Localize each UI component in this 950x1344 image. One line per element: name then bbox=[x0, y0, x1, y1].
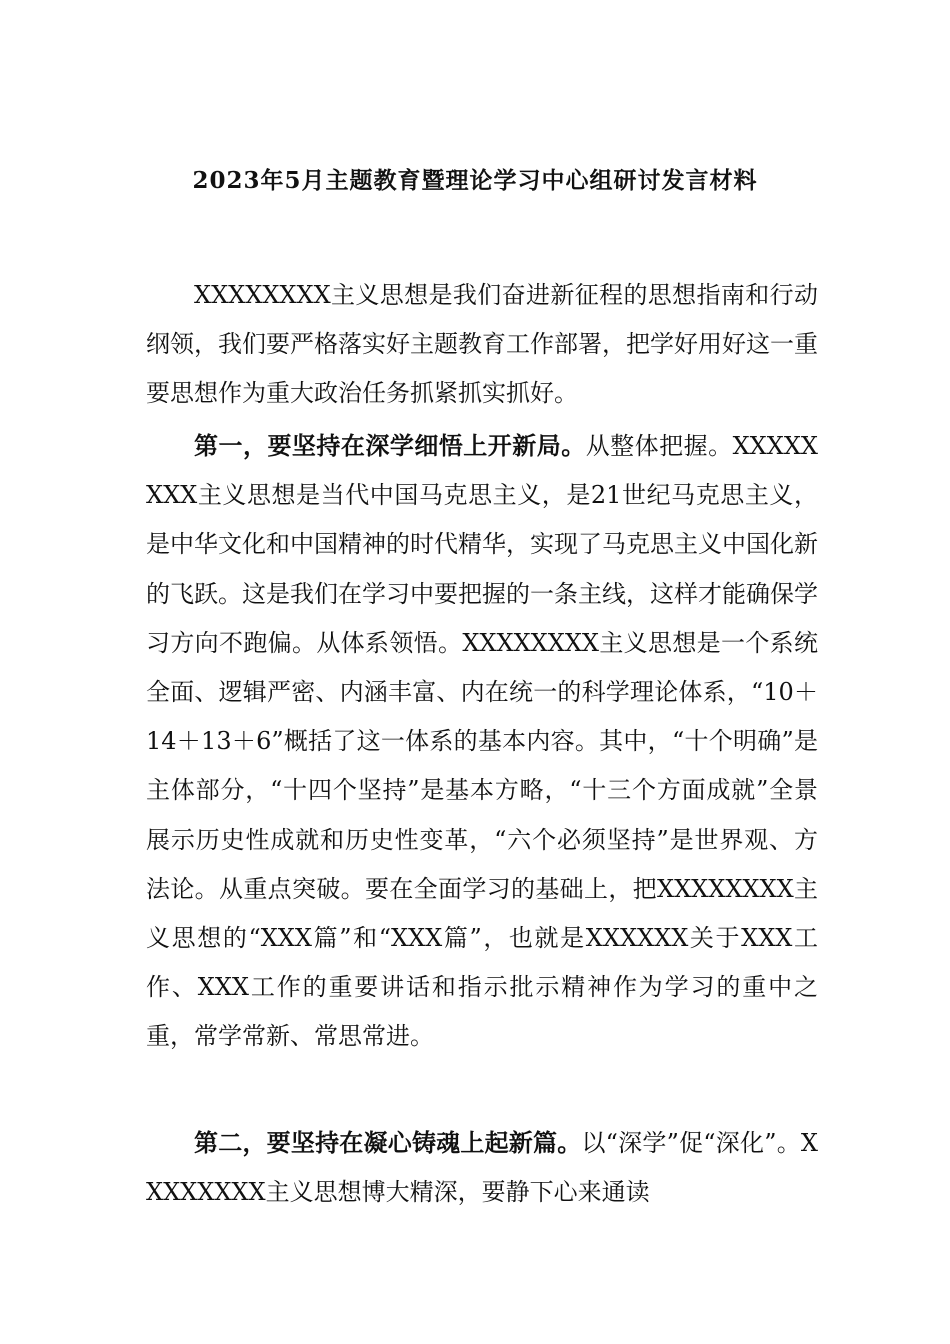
paragraph-intro bbox=[146, 270, 818, 419]
paragraph-second-point bbox=[146, 1118, 818, 1217]
paragraph-text: XXXXXXXX主义思想是我们奋进新征程的思想指南和行动纲领，我们要严格落实好主题教育工作部署，把学好用好这一重要思想作为重大政治任务抓紧抓实抓好。 bbox=[146, 281, 818, 408]
paragraph-text: 从整体把握。XXXXXXXX主义思想是当代中国马克思主义，是21世纪马克思主义，是中华文化和中国精神的时代精华，实现了马克思主义中国化新的飞跃。这是我们在学习中要把握的一条主线，这样才能确保学习方向不跑偏。从体系领悟。XXXXXXXX主义思想是一个系统全面、逻辑严密、内涵丰富、内在统一的科学理论体系，“10＋14＋13＋6”概括了这一体系的基本内容。其中，“十个明确”是主体部分，“十四个坚持”是基本方略，“十三个方面成就”全景展示历史性成就和历史性变革，“六个必须坚持”是世界观、方法论。从重点突破。要在全面学习的基础上，把XXXXXXXX主义思想的“XXX篇”和“XXX篇”，也就是XXXXXX关于XXX工作、XXX工作的重要讲话和指示批示精神作为学习的重中之重，常学常新、常思常进。 bbox=[146, 432, 818, 1051]
paragraph-text: 以“深学”促“深化”。XXXXXXXX主义思想博大精深，要静下心来通读 bbox=[146, 1129, 818, 1207]
paragraph-first-point bbox=[146, 421, 818, 1062]
document-title: 2023年5月主题教育暨理论学习中心组研讨发言材料 bbox=[192, 167, 758, 194]
paragraph-lead: 第一，要坚持在深学细悟上开新局。 bbox=[194, 431, 586, 460]
paragraph-lead: 第二，要坚持在凝心铸魂上起新篇。 bbox=[194, 1128, 582, 1157]
